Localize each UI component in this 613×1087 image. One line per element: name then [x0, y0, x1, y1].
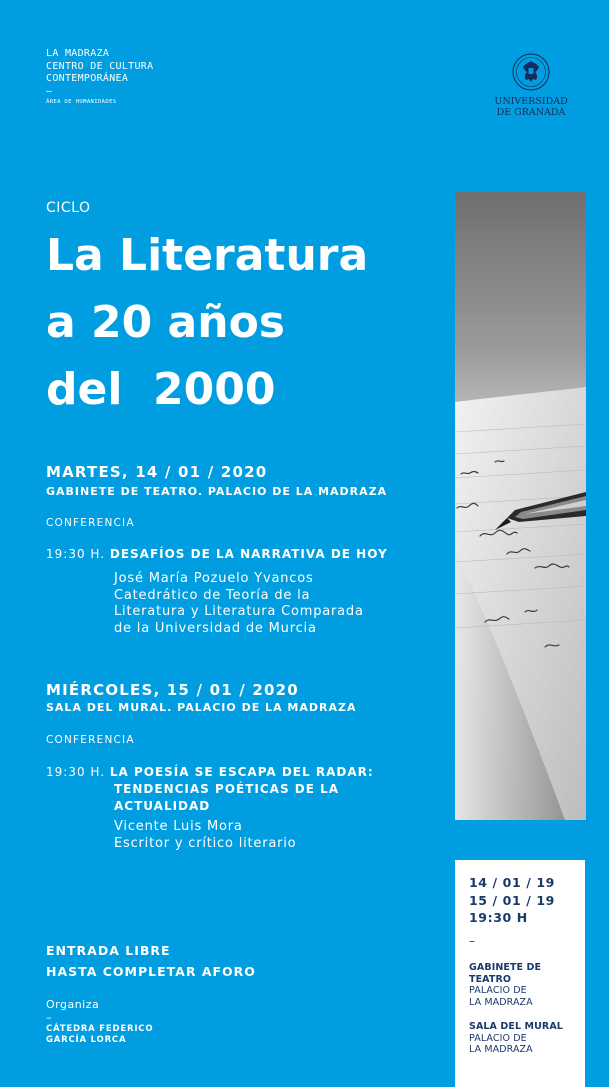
event-time: 19:30 H.: [46, 547, 106, 561]
venue-building: PALACIO DE: [469, 1032, 527, 1044]
venue-name: GABINETE DE: [469, 962, 542, 973]
talk-title-line: ACTUALIDAD: [114, 799, 211, 813]
entrance-line: ENTRADA LIBRE: [46, 943, 171, 958]
info-date: 15 / 01 / 19: [469, 892, 555, 908]
info-box: [455, 860, 585, 1087]
venue-building: PALACIO DE: [469, 985, 527, 996]
info-time: 19:30 H: [469, 910, 528, 925]
cycle-title: [46, 222, 446, 423]
speaker-name: Vicente Luis Mora: [114, 819, 243, 834]
event-day: MIÉRCOLES, 15 / 01 / 2020: [46, 681, 299, 699]
org-dash: –: [46, 85, 53, 97]
fountain-pen-photo-icon: [455, 192, 586, 820]
org-line: CONTEMPORÁNEA: [46, 73, 129, 84]
event-place: SALA DEL MURAL. PALACIO DE LA MADRAZA: [46, 701, 357, 714]
organizer-name: CÁTEDRA FEDERICO: [46, 1024, 154, 1034]
organizer-label: Organiza: [46, 998, 100, 1011]
org-line: CENTRO DE CULTURA: [46, 60, 154, 72]
organizer: [46, 998, 153, 1046]
speaker: [114, 571, 364, 637]
venue-building: LA MADRAZA: [469, 996, 533, 1008]
speaker-affiliation: Literatura y Literatura Comparada: [114, 604, 364, 619]
event-type: CONFERENCIA: [46, 734, 135, 746]
speaker-affiliation: Catedrático de Teoría de la: [114, 587, 311, 603]
la-madraza-logo: [46, 48, 153, 106]
university-name-line: UNIVERSIDAD: [494, 96, 568, 107]
talk-title-line: TENDENCIAS POÉTICAS DE LA: [114, 782, 340, 796]
talk-title: LA POESÍA SE ESCAPA DEL RADAR:: [109, 765, 374, 779]
university-logo: [486, 52, 576, 118]
org-line: LA MADRAZA: [46, 48, 110, 59]
venue-name: TEATRO: [469, 973, 512, 985]
event-place: GABINETE DE TEATRO. PALACIO DE LA MADRAZA: [46, 485, 388, 498]
event-time: 19:30 H.: [46, 765, 106, 779]
org-area: ÁREA DE HUMANIDADES: [46, 99, 117, 105]
speaker: [114, 819, 296, 852]
speaker-affiliation: Escritor y crítico literario: [114, 835, 297, 851]
event-type: CONFERENCIA: [46, 517, 135, 529]
info-dates: [469, 874, 555, 927]
venue-name: SALA DEL MURAL: [469, 1021, 563, 1032]
organizer-dash: –: [46, 1011, 52, 1024]
talk-title-continued: [114, 781, 339, 815]
entrance-info: [46, 940, 256, 982]
title-line: La Literatura: [46, 230, 369, 281]
entrance-line: HASTA COMPLETAR AFORO: [46, 964, 256, 979]
event-talk: [46, 547, 388, 561]
ciclo-label: CICLO: [46, 200, 91, 216]
title-line: del 2000: [46, 364, 276, 415]
title-line: a 20 años: [46, 297, 285, 348]
info-venue-2: [469, 1021, 563, 1056]
talk-title: DESAFÍOS DE LA NARRATIVA DE HOY: [109, 547, 388, 561]
university-name-line: DE GRANADA: [496, 107, 566, 118]
info-dash: –: [469, 934, 475, 948]
event-talk: [46, 764, 374, 781]
pen-writing-photo: [455, 192, 586, 820]
organizer-name: GARCÍA LORCA: [46, 1035, 127, 1045]
speaker-affiliation: de la Universidad de Murcia: [114, 620, 317, 636]
info-date: 14 / 01 / 19: [469, 875, 555, 890]
speaker-name: José María Pozuelo Yvancos: [114, 571, 314, 586]
event-day: MARTES, 14 / 01 / 2020: [46, 463, 268, 481]
info-venue-1: [469, 962, 541, 1008]
venue-building: LA MADRAZA: [469, 1044, 533, 1055]
crest-icon: [511, 52, 551, 92]
